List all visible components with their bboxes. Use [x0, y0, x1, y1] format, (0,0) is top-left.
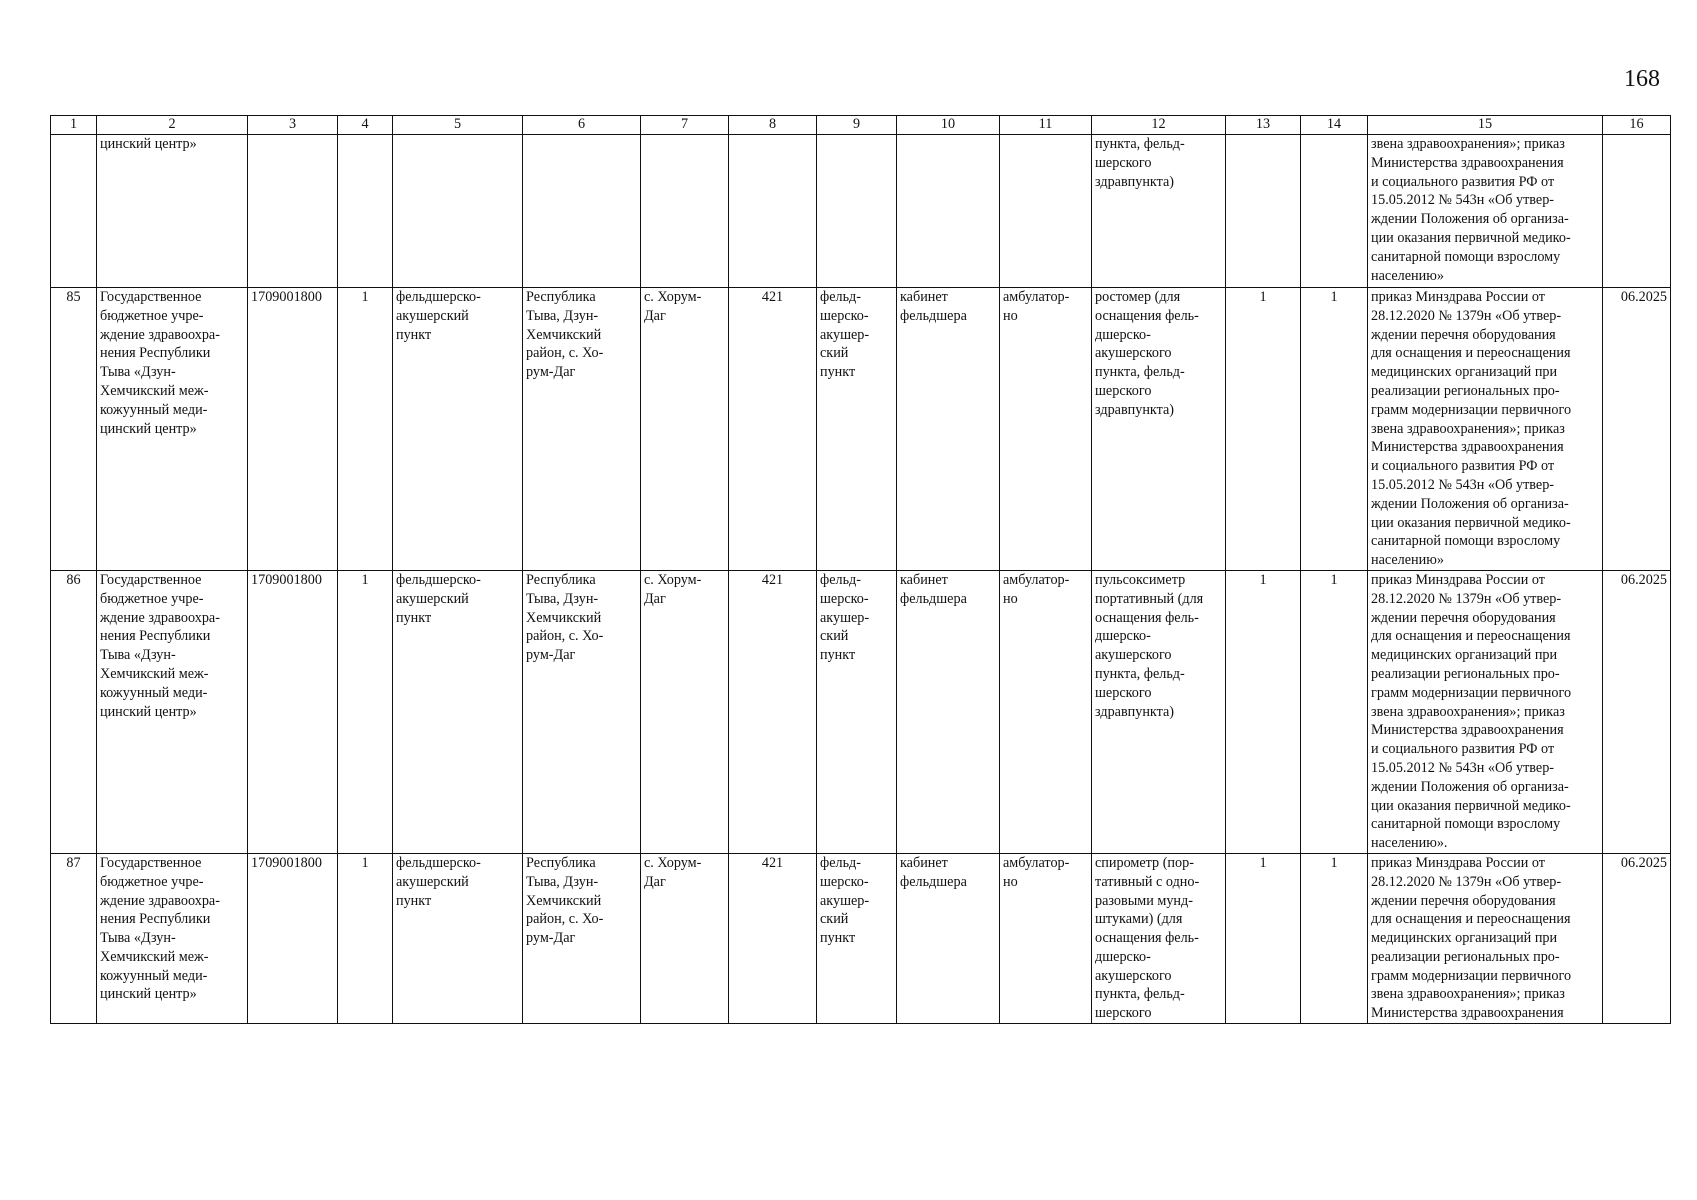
col-header-15: 15 — [1368, 116, 1603, 135]
equipment-cell: ростомер (для оснащения фель- дшерско- акушерского пункта, фельд- шерского здравпункта) — [1092, 288, 1226, 571]
address-cell: Республика Тыва, Дзун- Хемчикский район, с. Хо- рум-Даг — [523, 288, 641, 571]
code-cell: 1709001800 — [248, 853, 338, 1023]
col-header-1: 1 — [51, 116, 97, 135]
col9-cell: фельд- шерско- акушер- ский пункт — [817, 288, 897, 571]
date-cell: 06.2025 — [1603, 570, 1671, 853]
column-number-row — [51, 116, 1671, 135]
date-cell: 06.2025 — [1603, 853, 1671, 1023]
col13-cell: 1 — [1226, 288, 1301, 571]
basis-cell: приказ Минздрава России от 28.12.2020 № 1379н «Об утвер- ждении перечня оборудования для оснащения и переоснащения медицинских организаций при реализации региональных про- грамм модернизации первичного звена здравоохранения»; приказ Министерства здравоохранения — [1368, 853, 1603, 1023]
basis-cell: приказ Минздрава России от 28.12.2020 № 1379н «Об утвер- ждении перечня оборудования для оснащения и переоснащения медицинских организаций при реализации региональных про- грамм модернизации первичного звена здравоохранения»; приказ Министерства здравоохранения и социального развития РФ от 15.05.2012 № 543н «Об утвер- ждении Положения об организа- ции оказания первичной медико- санитарной помощи взрослому населению». — [1368, 570, 1603, 853]
cont-equipment-cell: пункта, фельд- шерского здравпункта) — [1092, 135, 1226, 288]
room-cell: кабинет фельдшера — [897, 853, 1000, 1023]
organization-cell: Государственное бюджетное учре- ждение здравоохра- нения Республики Тыва «Дзун- Хемчикский меж- кожуунный меди- цинский центр» — [97, 570, 248, 853]
address-cell: Республика Тыва, Дзун- Хемчикский район, с. Хо- рум-Даг — [523, 853, 641, 1023]
date-cell: 06.2025 — [1603, 288, 1671, 571]
equipment-table — [50, 115, 1671, 1024]
settlement-cell: с. Хорум- Даг — [641, 853, 729, 1023]
address-cell: Республика Тыва, Дзун- Хемчикский район, с. Хо- рум-Даг — [523, 570, 641, 853]
col8-cell: 421 — [729, 570, 817, 853]
basis-cell: приказ Минздрава России от 28.12.2020 № 1379н «Об утвер- ждении перечня оборудования для оснащения и переоснащения медицинских организаций при реализации региональных про- грамм модернизации первичного звена здравоохранения»; приказ Министерства здравоохранения и социального развития РФ от 15.05.2012 № 543н «Об утвер- ждении Положения об организа- ции оказания первичной медико- санитарной помощи взрослому населению» — [1368, 288, 1603, 571]
equipment-cell: пульсоксиметр портативный (для оснащения фель- дшерско- акушерского пункта, фельд- шерского здравпункта) — [1092, 570, 1226, 853]
organization-cell: Государственное бюджетное учре- ждение здравоохра- нения Республики Тыва «Дзун- Хемчикский меж- кожуунный меди- цинский центр» — [97, 288, 248, 571]
row-number: 86 — [51, 570, 97, 853]
col-header-4: 4 — [338, 116, 393, 135]
col-header-10: 10 — [897, 116, 1000, 135]
col-header-8: 8 — [729, 116, 817, 135]
col4-cell: 1 — [338, 853, 393, 1023]
col-header-7: 7 — [641, 116, 729, 135]
room-cell: кабинет фельдшера — [897, 288, 1000, 571]
col8-cell: 421 — [729, 853, 817, 1023]
col-header-13: 13 — [1226, 116, 1301, 135]
continuation-row — [51, 135, 1671, 288]
col9-cell: фельд- шерско- акушер- ский пункт — [817, 853, 897, 1023]
page-number: 168 — [1624, 66, 1660, 92]
col14-cell: 1 — [1301, 570, 1368, 853]
mode-cell: амбулатор- но — [1000, 288, 1092, 571]
table-row — [51, 288, 1671, 571]
room-cell: кабинет фельдшера — [897, 570, 1000, 853]
col8-cell: 421 — [729, 288, 817, 571]
col-header-2: 2 — [97, 116, 248, 135]
col-header-6: 6 — [523, 116, 641, 135]
col-header-16: 16 — [1603, 116, 1671, 135]
col-header-9: 9 — [817, 116, 897, 135]
col13-cell: 1 — [1226, 853, 1301, 1023]
col-header-12: 12 — [1092, 116, 1226, 135]
col-header-11: 11 — [1000, 116, 1092, 135]
unit-cell: фельдшерско- акушерский пункт — [393, 570, 523, 853]
col-header-3: 3 — [248, 116, 338, 135]
unit-cell: фельдшерско- акушерский пункт — [393, 288, 523, 571]
code-cell: 1709001800 — [248, 288, 338, 571]
settlement-cell: с. Хорум- Даг — [641, 288, 729, 571]
unit-cell: фельдшерско- акушерский пункт — [393, 853, 523, 1023]
col14-cell: 1 — [1301, 288, 1368, 571]
organization-cell: Государственное бюджетное учре- ждение здравоохра- нения Республики Тыва «Дзун- Хемчикский меж- кожуунный меди- цинский центр» — [97, 853, 248, 1023]
mode-cell: амбулатор- но — [1000, 853, 1092, 1023]
settlement-cell: с. Хорум- Даг — [641, 570, 729, 853]
col-header-5: 5 — [393, 116, 523, 135]
col14-cell: 1 — [1301, 853, 1368, 1023]
equipment-cell: спирометр (пор- тативный с одно- разовыми мунд- штуками) (для оснащения фель- дшерско- акушерского пункта, фельд- шерского — [1092, 853, 1226, 1023]
cont-basis-cell: звена здравоохранения»; приказ Министерства здравоохранения и социального развития РФ от 15.05.2012 № 543н «Об утвер- ждении Положения об организа- ции оказания первичной медико- санитарной помощи взрослому населению» — [1368, 135, 1603, 288]
row-number: 87 — [51, 853, 97, 1023]
col-header-14: 14 — [1301, 116, 1368, 135]
table-row — [51, 853, 1671, 1023]
col4-cell: 1 — [338, 570, 393, 853]
col13-cell: 1 — [1226, 570, 1301, 853]
row-number: 85 — [51, 288, 97, 571]
table-row — [51, 570, 1671, 853]
col4-cell: 1 — [338, 288, 393, 571]
mode-cell: амбулатор- но — [1000, 570, 1092, 853]
code-cell: 1709001800 — [248, 570, 338, 853]
cont-org-cell: цинский центр» — [97, 135, 248, 288]
col9-cell: фельд- шерско- акушер- ский пункт — [817, 570, 897, 853]
